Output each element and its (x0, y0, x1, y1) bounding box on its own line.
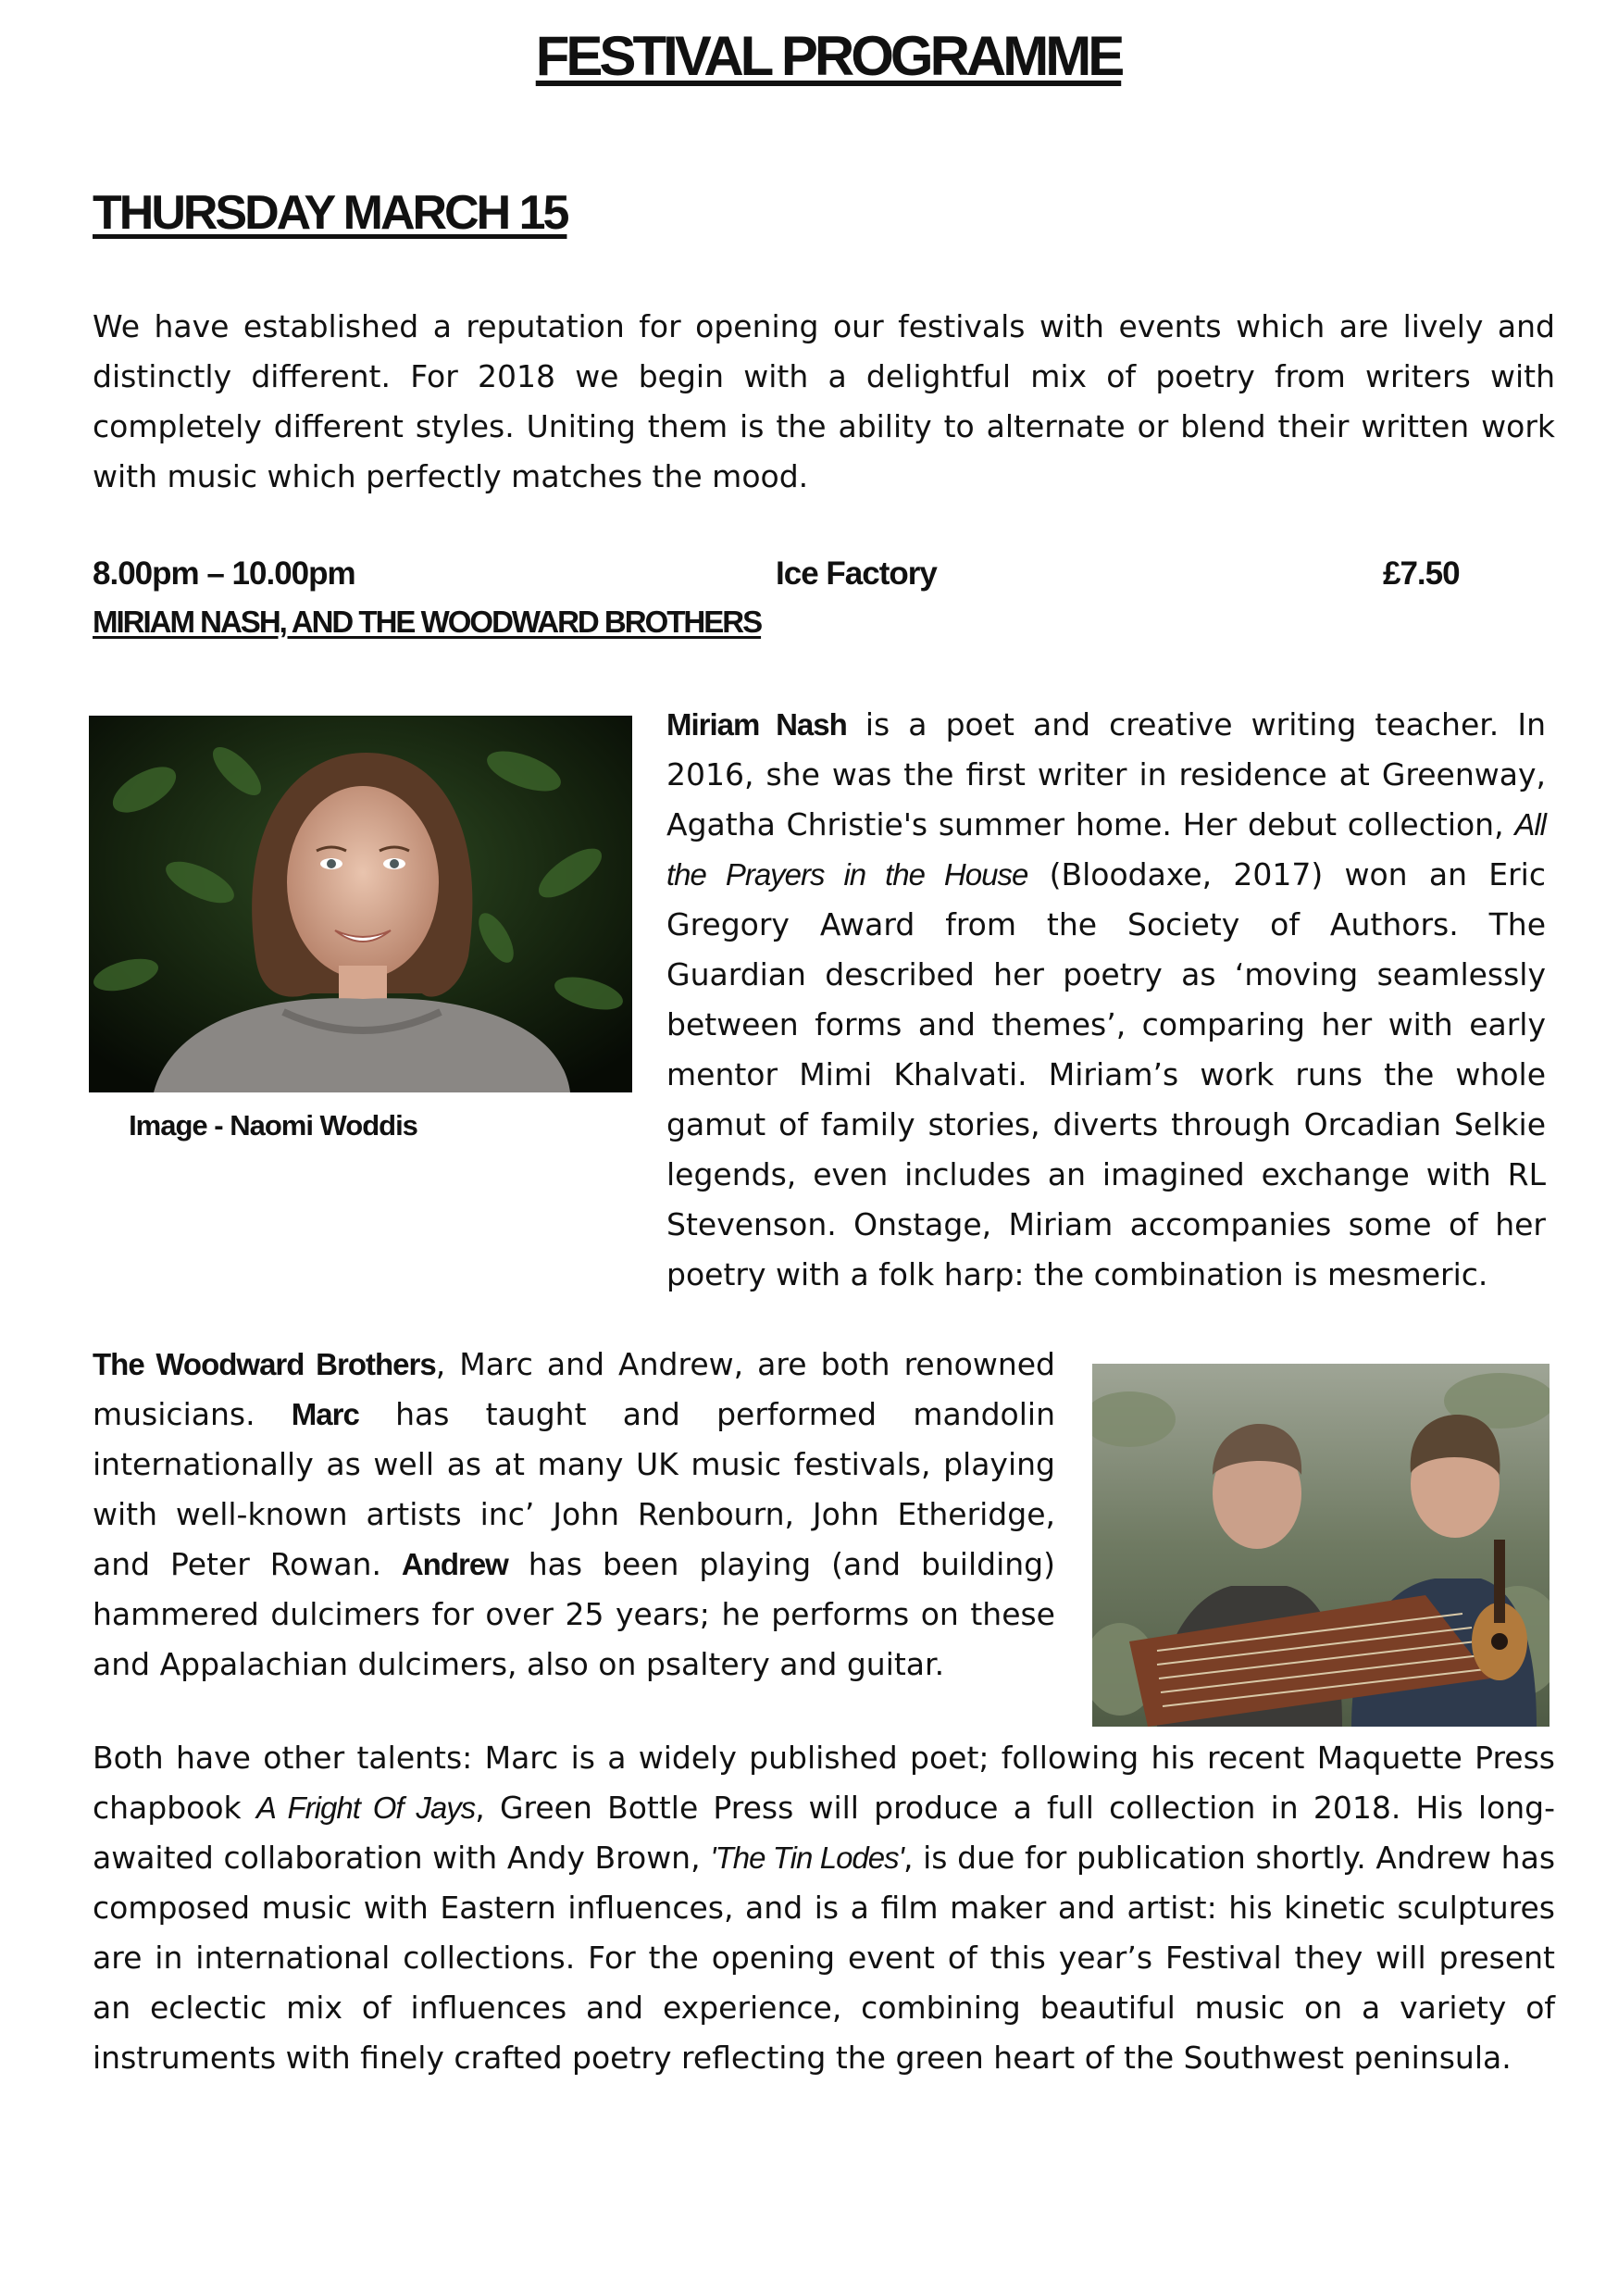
woodward-bio-part-1: , Marc and Andrew, are both renowned musicians. (93, 1346, 1055, 1432)
chapbook-title: A Fright Of Jays (255, 1791, 476, 1825)
miriam-bio-part-2: (Bloodaxe, 2017) won an Eric Gregory Award from the Society of Authors. The Guardian described her poetry as ‘moving seamlessly between forms and themes’, comparing her with early mentor Mimi Khalvati. Miriam’s work runs the whole gamut of family stories, diverts through Orcadian Selkie legends, even includes an imagined exchange with RL Stevenson. Onstage, Miriam accompanies some of her poetry with a folk harp: the combination is mesmeric. (666, 856, 1546, 1292)
intro-paragraph: We have established a reputation for opening our festivals with events which are lively and distinctly different. For 2018 we begin with a delightful mix of poetry from writers with completely different styles. Uniting them is the ability to alternate or blend their written work with music which perfectly matches the mood. (93, 308, 1555, 494)
collaboration-title: 'The Tin Lodes' (710, 1841, 903, 1875)
day-heading: THURSDAY MARCH 15 (93, 186, 567, 240)
page-title: FESTIVAL PROGRAMME (535, 25, 1122, 87)
miriam-name: Miriam Nash (666, 707, 847, 742)
miriam-book-title: All the Prayers in the House (666, 807, 1546, 892)
woodward-brothers-talents (93, 1733, 1555, 2083)
andrew-name: Andrew (401, 1547, 508, 1581)
talents-part-3: , is due for publication shortly. Andrew has composed music with Eastern influences, and is a film maker and artist: his kinetic sculptures are in international collections. For the opening event of this year’s Festival they will present an eclectic mix of influences and experience, combining beautiful music on a variety of instruments with finely crafted poetry reflecting the green heart of the Southwest peninsula. (93, 1840, 1556, 2076)
woodward-name: The Woodward Brothers (93, 1347, 436, 1381)
event-price: £7.50 (1383, 555, 1460, 592)
event-time: 8.00pm – 10.00pm (93, 555, 355, 592)
woodward-brothers-bio (93, 1340, 1055, 1690)
woodward-brothers-photo (1092, 1364, 1550, 1727)
miriam-nash-photo (89, 716, 632, 1092)
event-title: MIRIAM NASH, AND THE WOODWARD BROTHERS (93, 605, 762, 639)
miriam-nash-bio (666, 700, 1546, 1300)
event-venue: Ice Factory (776, 555, 937, 592)
miriam-bio-part-1: is a poet and creative writing teacher. In 2016, she was the first writer in residence at Greenway, Agatha Christie's summer home. Her debut collection, (666, 706, 1546, 842)
talents-part-2: , Green Bottle Press will produce a full collection in 2018. His long-awaited collaboration with Andy Brown, (93, 1790, 1555, 1876)
photo-credit: Image - Naomi Woddis (129, 1109, 417, 1142)
marc-name: Marc (291, 1397, 359, 1431)
talents-part-1: Both have other talents: Marc is a widely published poet; following his recent Maquette Press chapbook (93, 1740, 1555, 1826)
woodward-bio-part-2: has taught and performed mandolin internationally as well as at many UK music festivals, playing with well-known artists inc’ John Renbourn, John Etheridge, and Peter Rowan. (93, 1396, 1056, 1582)
woodward-bio-part-3: has been playing (and building) hammered dulcimers for over 25 years; he performs on these and Appalachian dulcimers, also on psaltery and guitar. (93, 1546, 1055, 1682)
